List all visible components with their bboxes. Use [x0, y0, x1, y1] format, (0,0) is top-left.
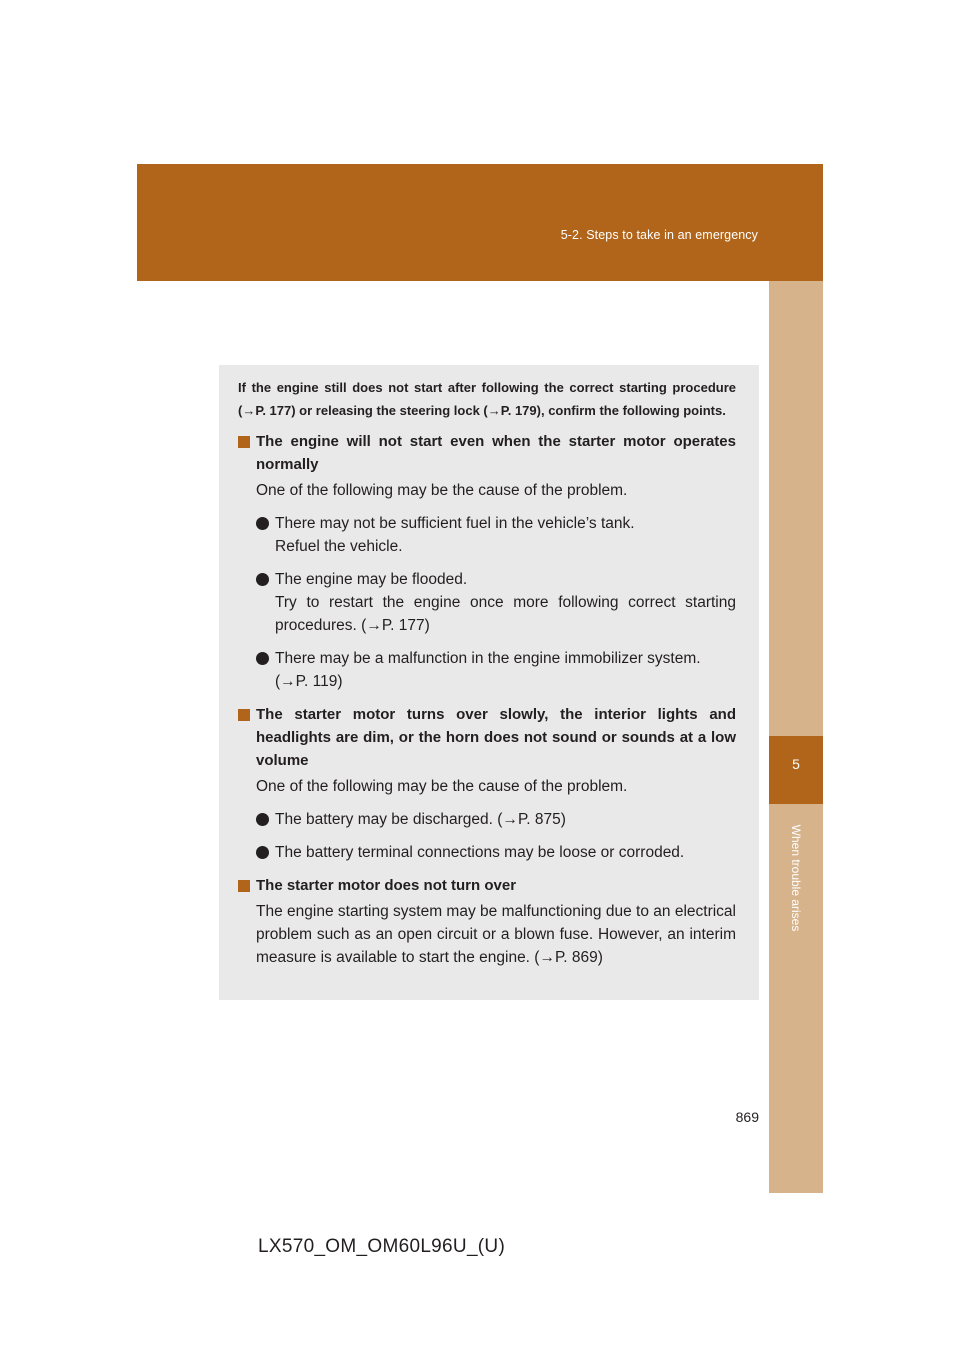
square-bullet-icon — [238, 436, 250, 448]
intro-text: If the engine still does not start after following the correct starting procedure (→P. 177) or releasing the steering lock (→P. 179), confirm the following points. — [238, 380, 736, 418]
circle-bullet-icon — [256, 652, 269, 665]
page-number: 869 — [735, 1109, 759, 1125]
section-text: The engine starting system may be malfunctioning due to an electrical problem such as an open circuit or a blown fuse. However, an interim measure is available to start the engine. (→P. 869) — [256, 903, 736, 966]
info-box — [219, 365, 759, 1000]
list-item-text: The battery may be discharged. (→P. 875) — [275, 811, 566, 828]
section-heading — [238, 703, 736, 772]
info-box-content — [238, 376, 736, 969]
section-text: One of the following may be the cause of the problem. — [256, 778, 628, 795]
list-item-detail: Refuel the vehicle. — [275, 538, 403, 555]
list-item — [238, 512, 736, 558]
list-item — [238, 647, 736, 693]
section-heading-text: The engine will not start even when the starter motor operates normally — [256, 433, 736, 473]
list-item-text: The battery terminal connections may be loose or corroded. — [275, 844, 685, 861]
square-bullet-icon — [238, 709, 250, 721]
chapter-title: When trouble arises — [789, 824, 803, 932]
circle-bullet-icon — [256, 846, 269, 859]
section-text: One of the following may be the cause of the problem. — [256, 482, 628, 499]
section-heading-text: The starter motor turns over slowly, the interior lights and headlights are dim, or the horn does not sound or sounds at a low volume — [256, 706, 736, 769]
section-title-header: 5-2. Steps to take in an emergency — [560, 228, 758, 242]
list-item — [238, 841, 736, 864]
list-item-text: There may not be sufficient fuel in the vehicle’s tank. — [275, 515, 635, 532]
list-item-text: There may be a malfunction in the engine immobilizer system. — [275, 650, 701, 667]
circle-bullet-icon — [256, 813, 269, 826]
section-heading — [238, 874, 736, 897]
header-band — [137, 164, 823, 281]
chapter-number: 5 — [792, 756, 800, 772]
section-heading — [238, 430, 736, 476]
document-code: LX570_OM_OM60L96U_(U) — [258, 1236, 506, 1257]
chapter-tab — [769, 736, 823, 804]
list-item-detail: (→P. 119) — [275, 673, 343, 690]
circle-bullet-icon — [256, 517, 269, 530]
circle-bullet-icon — [256, 573, 269, 586]
list-item-detail: Try to restart the engine once more following correct starting procedures. (→P. 177) — [275, 594, 736, 634]
square-bullet-icon — [238, 880, 250, 892]
list-item — [238, 808, 736, 831]
list-item — [238, 568, 736, 637]
section-heading-text: The starter motor does not turn over — [256, 877, 517, 894]
list-item-text: The engine may be flooded. — [275, 571, 468, 588]
